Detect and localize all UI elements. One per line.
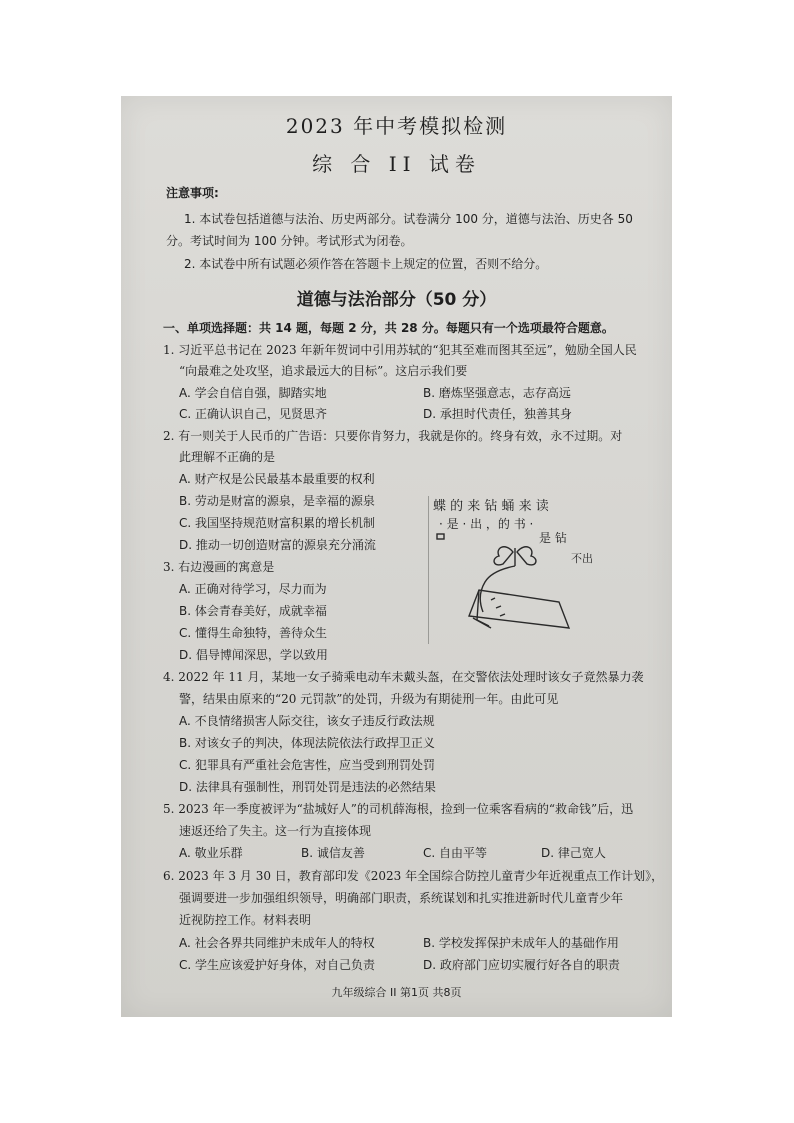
question-3-option-c: C. 懂得生命独特，善待众生 — [179, 626, 328, 640]
cartoon-illustration — [421, 494, 611, 634]
question-2-stem-line-2: 此理解不正确的是 — [179, 450, 276, 464]
question-6-option-a: A. 社会各界共同维护未成年人的特权 — [179, 936, 375, 950]
question-3-option-b: B. 体会青春美好，成就幸福 — [179, 604, 327, 618]
cartoon-caption-line-1: 蝶 的 来 钻 蛹 来 读 — [433, 499, 549, 514]
question-4-option-c: C. 犯罪具有严重社会危害性，应当受到刑罚处罚 — [179, 758, 436, 772]
seal-icon — [437, 534, 444, 539]
question-5-option-a: A. 敬业乐群 — [179, 846, 243, 860]
exam-title: 2023 年中考模拟检测 — [285, 114, 508, 138]
question-3-option-a: A. 正确对待学习，尽力而为 — [179, 582, 327, 596]
question-4-stem-line-2: 警，结果由原来的“20 元罚款”的处罚，升级为有期徒刑一年。由此可见 — [179, 692, 559, 706]
question-1-stem-line-2: “向最难之处攻坚，追求最远大的目标”。这启示我们要 — [179, 364, 468, 378]
section-title: 道德与法治部分（50 分） — [296, 290, 497, 310]
section-instruction: 一、单项选择题：共 14 题，每题 2 分，共 28 分。每题只有一个选项最符合题意。 — [163, 321, 614, 335]
question-1-stem-line-1: 1. 习近平总书记在 2023 年新年贺词中引用苏轼的“犯其至难而图其至远”，勉励全国人民 — [163, 343, 637, 357]
question-2-option-b: B. 劳动是财富的源泉，是幸福的源泉 — [179, 494, 375, 508]
question-1-option-c: C. 正确认识自己，见贤思齐 — [179, 407, 328, 421]
question-1-option-d: D. 承担时代责任，独善其身 — [423, 407, 572, 421]
question-1-option-a: A. 学会自信自强，脚踏实地 — [179, 386, 327, 400]
question-6-option-c: C. 学生应该爱护好身体，对自己负责 — [179, 958, 376, 972]
cartoon-caption-line-3: 是 钻 — [539, 531, 567, 545]
notice-item-1-line-2: 分。考试时间为 100 分钟。考试形式为闭卷。 — [166, 234, 413, 248]
question-5-option-b: B. 诚信友善 — [301, 846, 365, 860]
question-4-option-b: B. 对该女子的判决，体现法院依法行政捍卫正义 — [179, 736, 435, 750]
question-5-option-d: D. 律己宽人 — [541, 846, 606, 860]
cartoon-caption-line-4: 不出 — [571, 552, 593, 565]
question-2-option-a: A. 财产权是公民最基本最重要的权利 — [179, 472, 375, 486]
cartoon-caption-line-2: · 是 · 出 ，的 书 · — [439, 517, 534, 531]
page-footer: 九年级综合 II 第1页 共8页 — [331, 986, 462, 999]
question-2-stem-line-1: 2. 有一则关于人民币的广告语：只要你肯努力，我就是你的。终身有效，永不过期。对 — [163, 429, 623, 443]
notice-heading: 注意事项: — [166, 186, 219, 200]
question-6-stem-line-1: 6. 2023 年 3 月 30 日，教育部印发《2023 年全国综合防控儿童青少年近视重点工作计划》， — [163, 869, 664, 883]
question-1-option-b: B. 磨炼坚强意志，志存高远 — [423, 386, 571, 400]
question-5-stem-line-1: 5. 2023 年一季度被评为“盐城好人”的司机薛海根，捡到一位乘客看病的“救命钱”后，迅 — [163, 802, 634, 816]
question-5-option-c: C. 自由平等 — [423, 846, 488, 860]
exam-subtitle: 综 合 II 试卷 — [312, 152, 481, 176]
question-4-stem-line-1: 4. 2022 年 11 月，某地一女子骑乘电动车未戴头盔，在交警依法处理时该女子竟然暴力袭 — [163, 670, 644, 684]
question-6-option-d: D. 政府部门应切实履行好各自的职责 — [423, 958, 620, 972]
question-4-option-a: A. 不良情绪损害人际交往，该女子违反行政法规 — [179, 714, 435, 728]
question-6-option-b: B. 学校发挥保护未成年人的基础作用 — [423, 936, 619, 950]
question-3-stem-line-1: 3. 右边漫画的寓意是 — [163, 560, 275, 574]
question-6-stem-line-2: 强调要进一步加强组织领导，明确部门职责，系统谋划和扎实推进新时代儿童青少年 — [179, 891, 624, 905]
question-2-option-d: D. 推动一切创造财富的源泉充分涌流 — [179, 538, 376, 552]
question-5-stem-line-2: 速返还给了失主。这一行为直接体现 — [179, 824, 372, 838]
cocoon-icon — [480, 566, 515, 612]
notice-item-2: 2. 本试卷中所有试题必须作答在答题卡上规定的位置，否则不给分。 — [184, 257, 548, 271]
notice-item-1-line-1: 1. 本试卷包括道德与法治、历史两部分。试卷满分 100 分，道德与法治、历史各 50 — [184, 212, 633, 226]
question-3-option-d: D. 倡导博闻深思，学以致用 — [179, 648, 328, 662]
book-icon — [469, 590, 569, 628]
question-4-option-d: D. 法律具有强制性，刑罚处罚是违法的必然结果 — [179, 780, 436, 794]
exam-page — [121, 96, 672, 1017]
question-6-stem-line-3: 近视防控工作。材料表明 — [179, 913, 312, 927]
question-2-option-c: C. 我国坚持规范财富积累的增长机制 — [179, 516, 376, 530]
butterfly-icon — [494, 547, 536, 566]
